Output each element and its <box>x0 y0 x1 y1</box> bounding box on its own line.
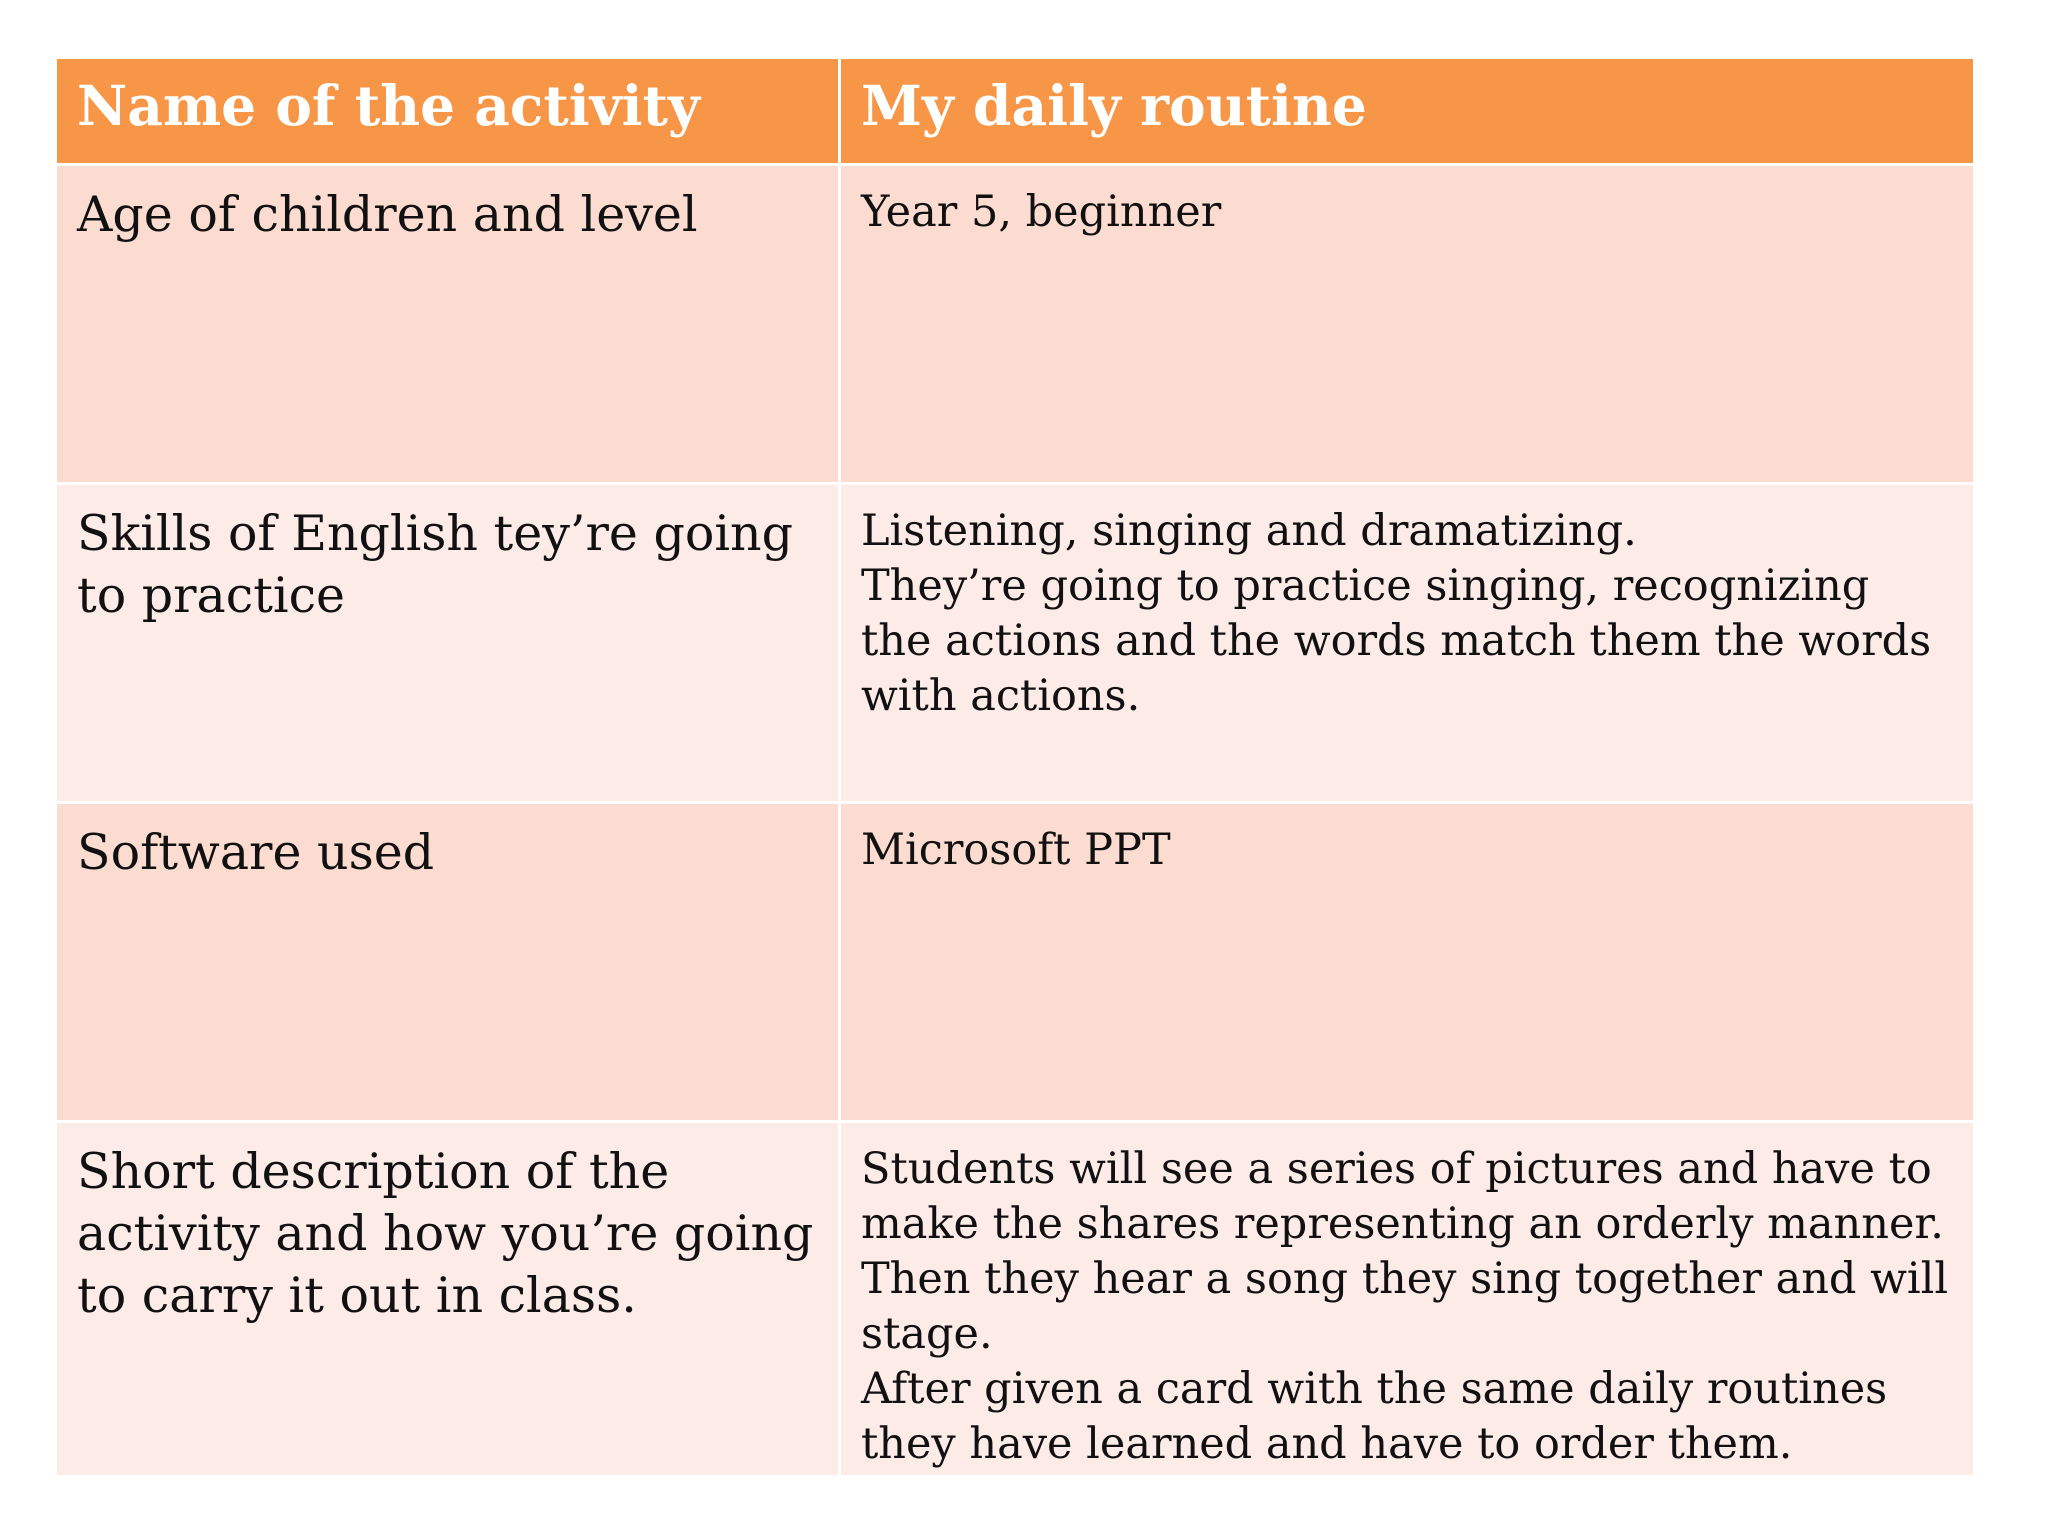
value-line: Then they hear a song they sing together and will stage. <box>861 1254 1949 1359</box>
row-value-software <box>841 804 1973 1120</box>
value-line: After given a card with the same daily routines they have learned and have to order them. <box>861 1364 1888 1469</box>
value-line: Students will see a series of pictures and have to make the shares representing an orderly manner. <box>861 1144 1944 1249</box>
header-activity-title: My daily routine <box>841 59 1973 163</box>
value-line: Listening, singing and dramatizing. <box>861 506 1637 556</box>
header-activity-name: Name of the activity <box>57 59 838 163</box>
row-value-age-level <box>841 166 1973 482</box>
value-line: Microsoft PPT <box>861 825 1171 875</box>
activity-table <box>57 59 1973 1475</box>
row-label-software: Software used <box>57 804 838 1120</box>
row-value-skills <box>841 485 1973 801</box>
row-label-age-level: Age of children and level <box>57 166 838 482</box>
row-value-description <box>841 1123 1973 1475</box>
row-label-description: Short description of the activity and how you’re going to carry it out in class. <box>57 1123 838 1475</box>
row-label-skills: Skills of English tey’re going to practice <box>57 485 838 801</box>
value-line: They’re going to practice singing, recognizing the actions and the words match them the words with actions. <box>861 561 1932 721</box>
value-line: Year 5, beginner <box>861 187 1222 237</box>
